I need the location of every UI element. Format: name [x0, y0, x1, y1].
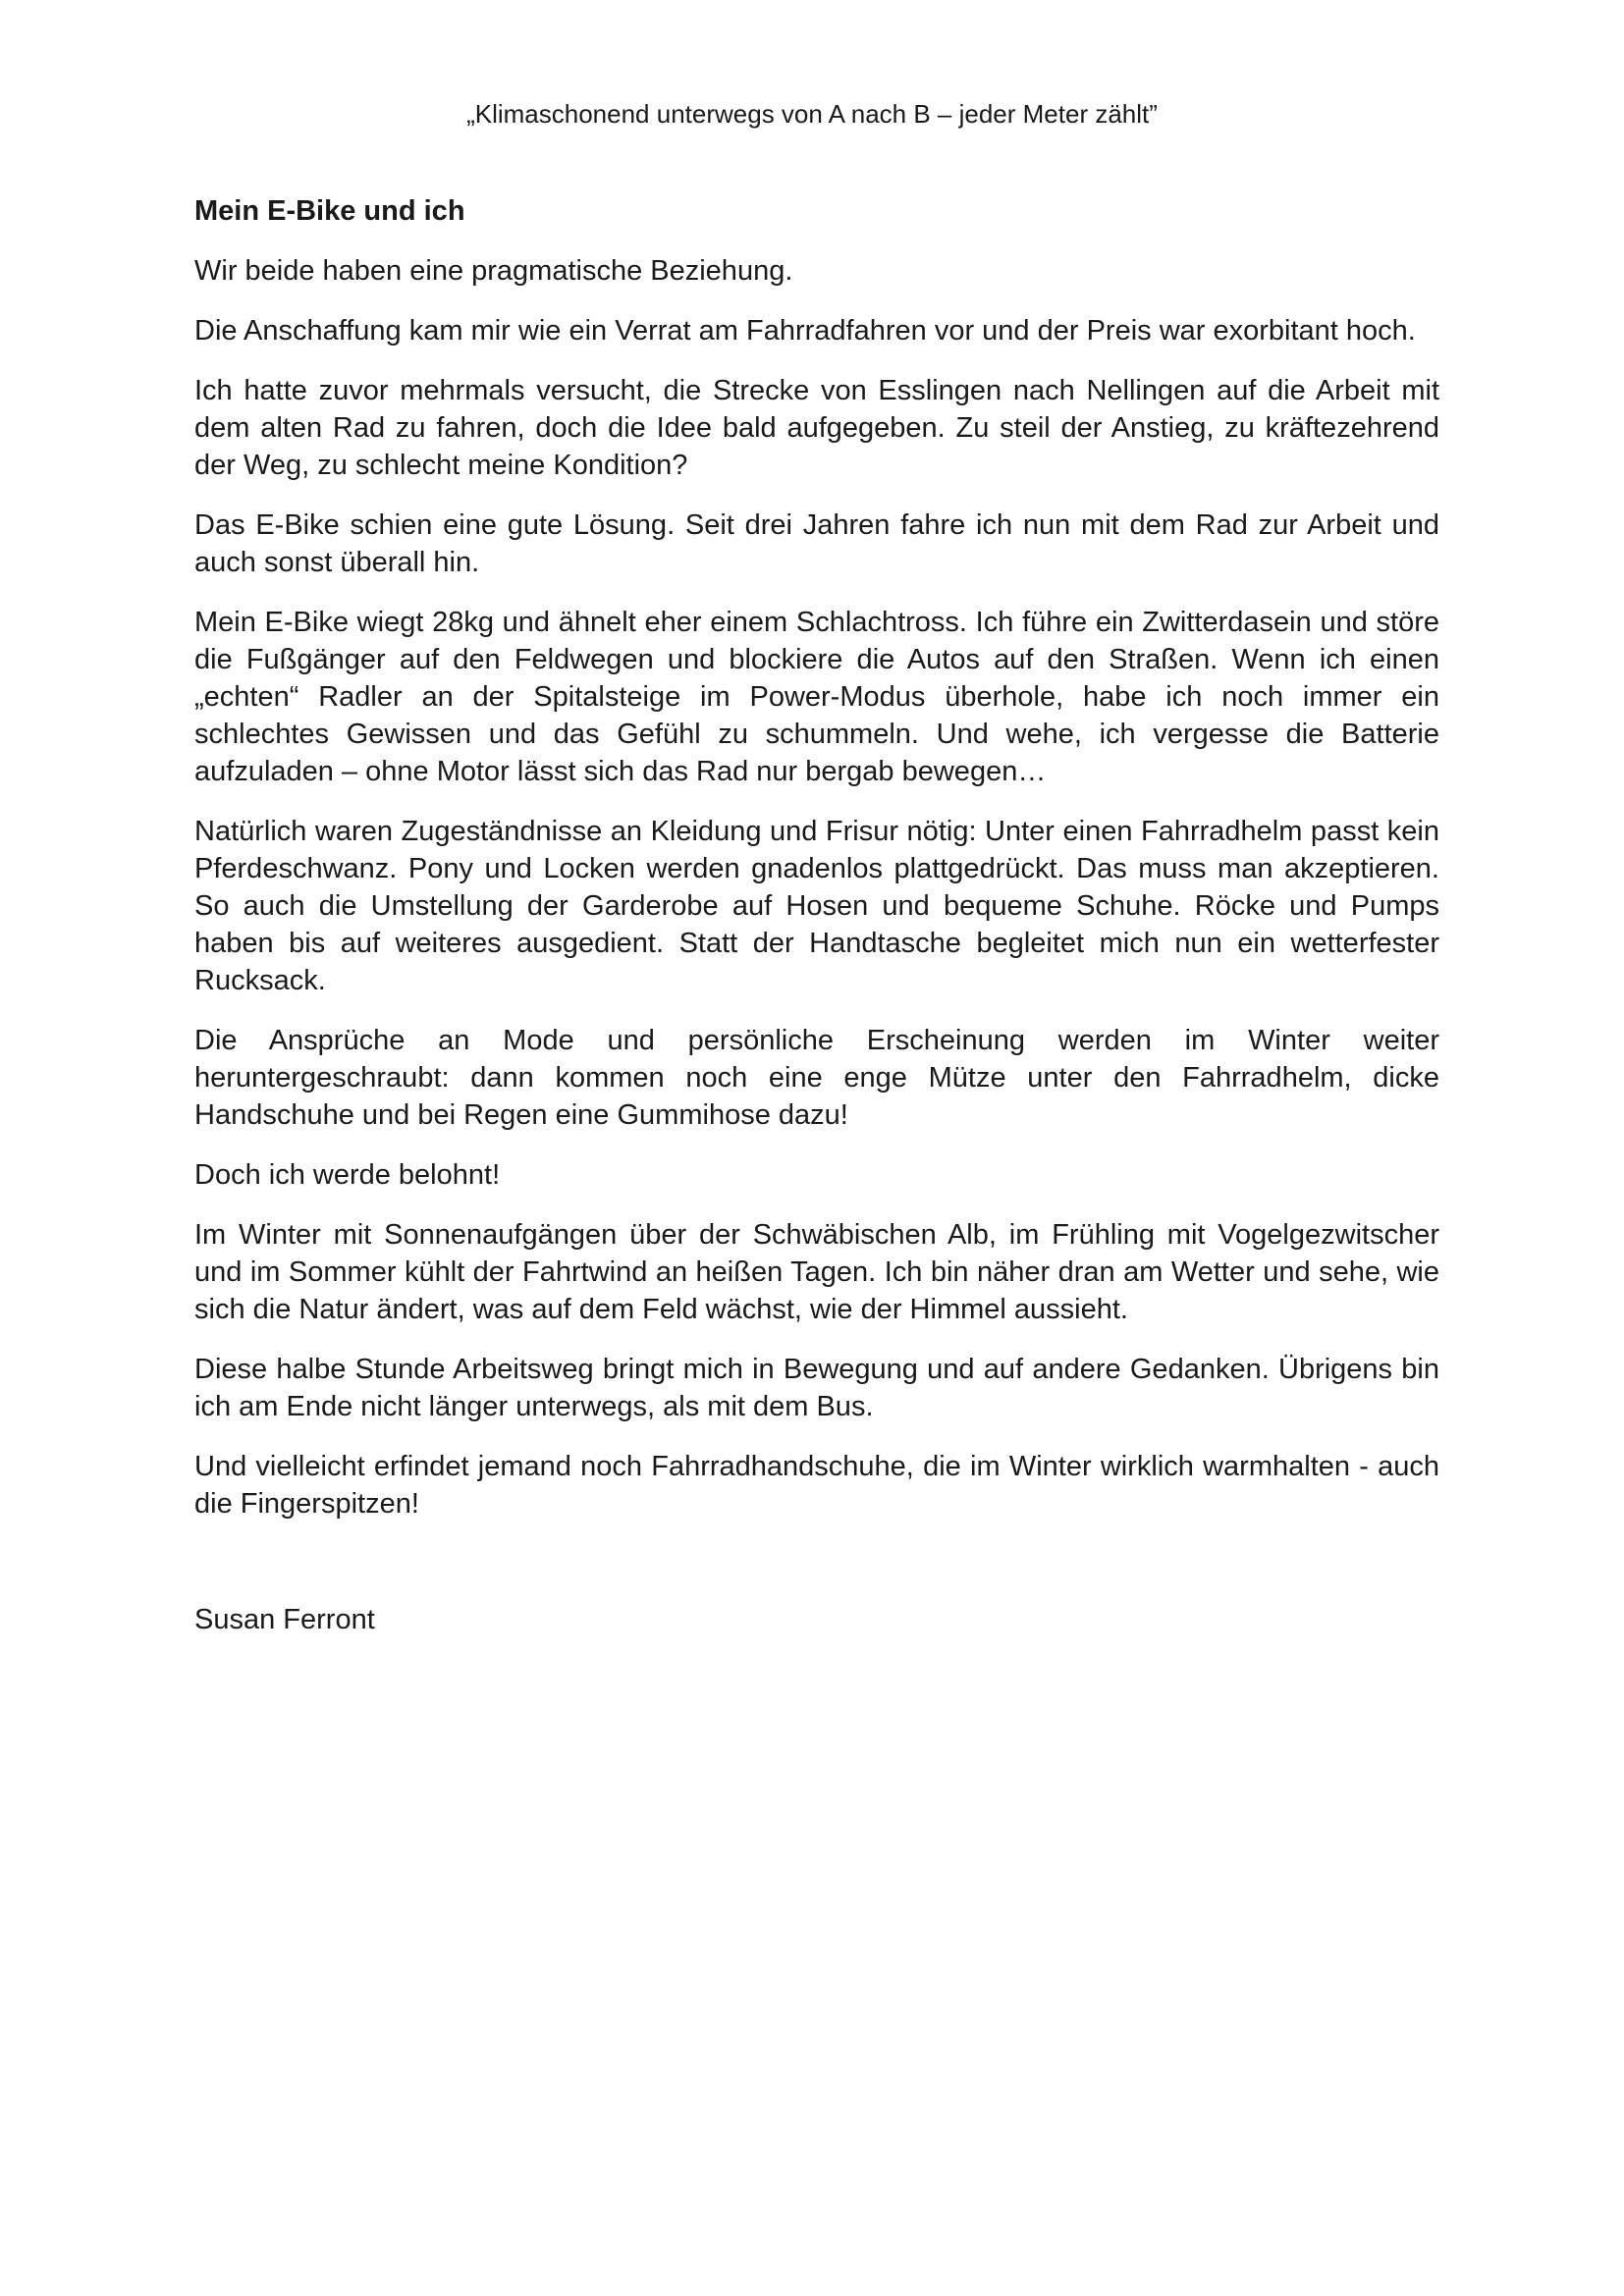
paragraph: Diese halbe Stunde Arbeitsweg bringt mich in Bewegung und auf andere Gedanken. Übrigens bin ich am Ende nicht länger unterwegs, als mit dem Bus. — [194, 1354, 1439, 1422]
paragraph: Natürlich waren Zugeständnisse an Kleidung und Frisur nötig: Unter einen Fahrradhelm passt kein Pferdeschwanz. Pony und Locken werden gnadenlos plattgedrückt. Das muss man akzeptieren. So auch die Umstellung der Garderobe auf Hosen und bequeme Schuhe. Röcke und Pumps haben bis auf weiteres ausgedient. Statt der Handtasche begleitet mich nun ein wetterfester Rucksack. — [194, 816, 1439, 996]
running-header: „Klimaschonend unterwegs von A nach B – jeder Meter zählt” — [466, 99, 1158, 129]
paragraph: Im Winter mit Sonnenaufgängen über der Schwäbischen Alb, im Frühling mit Vogelgezwitscher und im Sommer kühlt der Fahrtwind an heißen Tagen. Ich bin näher dran am Wetter und sehe, wie sich die Natur ändert, was auf dem Feld wächst, wie der Himmel aussieht. — [194, 1219, 1439, 1325]
paragraph: Die Anschaffung kam mir wie ein Verrat am Fahrradfahren vor und der Preis war exorbitant hoch. — [194, 315, 1416, 347]
paragraph: Mein E-Bike wiegt 28kg und ähnelt eher einem Schlachtross. Ich führe ein Zwitterdasein und störe die Fußgänger auf den Feldwegen und blockiere die Autos auf den Straßen. Wenn ich einen „echten“ Radler an der Spitalsteige im Power-Modus überhole, habe ich noch immer ein schlechtes Gewissen und das Gefühl zu schummeln. Und wehe, ich vergesse die Batterie aufzuladen – ohne Motor lässt sich das Rad nur bergab bewegen… — [194, 607, 1439, 787]
paragraph: Wir beide haben eine pragmatische Beziehung. — [194, 255, 793, 287]
paragraph: Doch ich werde belohnt! — [194, 1159, 501, 1191]
paragraph: Ich hatte zuvor mehrmals versucht, die Strecke von Esslingen nach Nellingen auf die Arbeit mit dem alten Rad zu fahren, doch die Idee bald aufgegeben. Zu steil der Anstieg, zu kräftezehrend der Weg, zu schlecht meine Kondition? — [194, 375, 1439, 481]
paragraph: Die Ansprüche an Mode und persönliche Erscheinung werden im Winter weiter heruntergeschraubt: dann kommen noch eine enge Mütze unter den Fahrradhelm, dicke Handschuhe und bei Regen eine Gummihose dazu! — [194, 1025, 1439, 1131]
paragraph: Und vielleicht erfindet jemand noch Fahrradhandschuhe, die im Winter wirklich warmhalten - auch die Fingerspitzen! — [194, 1451, 1439, 1520]
article-title: Mein E-Bike und ich — [194, 195, 465, 227]
paragraph: Das E-Bike schien eine gute Lösung. Seit drei Jahren fahre ich nun mit dem Rad zur Arbeit und auch sonst überall hin. — [194, 509, 1439, 578]
article-body — [194, 192, 1439, 1638]
author-signature: Susan Ferront — [194, 1604, 375, 1635]
